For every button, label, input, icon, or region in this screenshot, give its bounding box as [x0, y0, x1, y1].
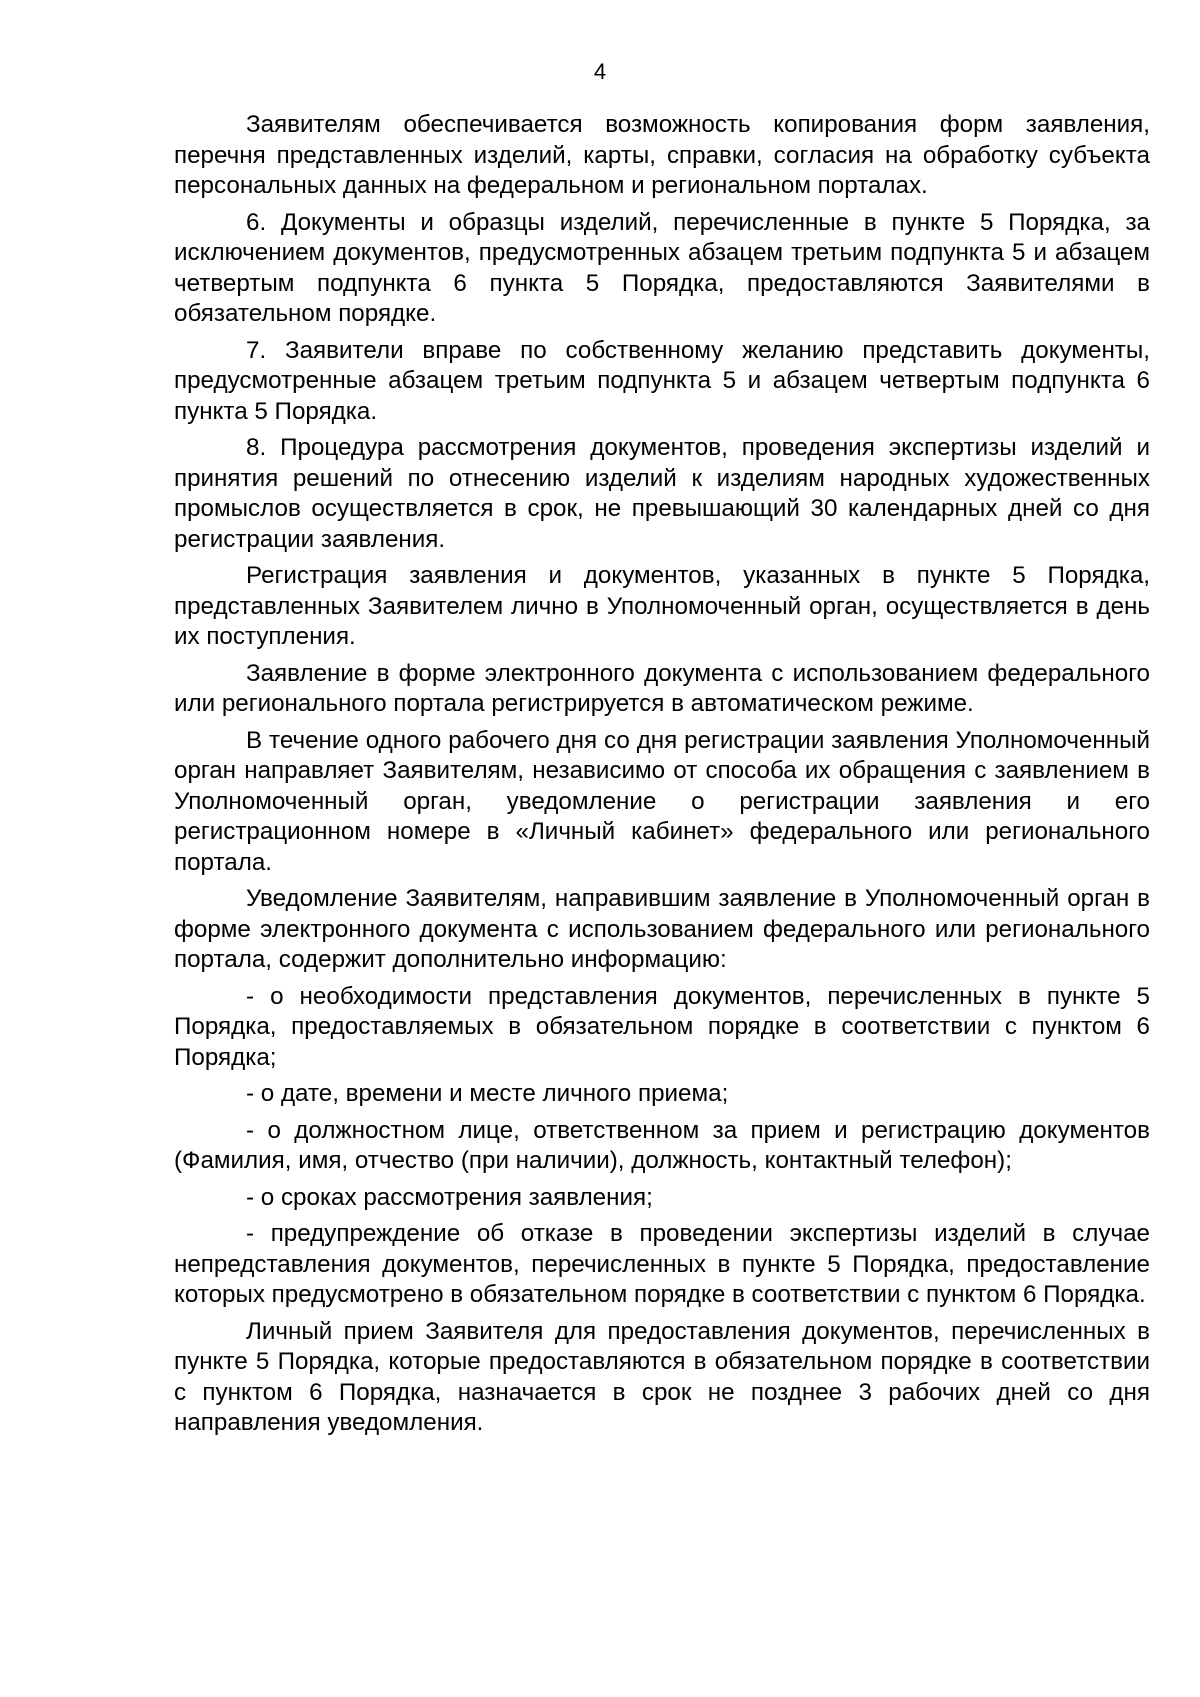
list-item: - предупреждение об отказе в проведении экспертизы изделий в случае непредставления документов, перечисленных в пункте 5 Порядка, предоставление которых предусмотрено в обязательном порядке в соответствии с пунктом 6 Порядка.	[174, 1220, 1150, 1308]
paragraph: В течение одного рабочего дня со дня регистрации заявления Уполномоченный орган направляет Заявителям, независимо от способа их обращения с заявлением в Уполномоченный орган, уведомление о регистрации заявления и его регистрационном номере в «Личный кабинет» федерального или регионального портала.	[174, 726, 1150, 876]
paragraph: 8. Процедура рассмотрения документов, проведения экспертизы изделий и принятия решений по отнесению изделий к изделиям народных художественных промыслов осуществляется в срок, не превышающий 30 календарных дней со дня регистрации заявления.	[174, 434, 1150, 553]
document-body	[174, 110, 1150, 1445]
list-item: - о сроках рассмотрения заявления;	[246, 1183, 653, 1211]
page-number: 4	[593, 59, 607, 84]
paragraph: Заявителям обеспечивается возможность копирования форм заявления, перечня представленных изделий, карты, справки, согласия на обработку субъекта персональных данных на федеральном и региональном порталах.	[174, 111, 1150, 199]
paragraph: 7. Заявители вправе по собственному желанию представить документы, предусмотренные абзацем третьим подпункта 5 и абзацем четвертым подпункта 6 пункта 5 Порядка.	[174, 336, 1150, 425]
paragraph: 6. Документы и образцы изделий, перечисленные в пункте 5 Порядка, за исключением документов, предусмотренных абзацем третьим подпункта 5 и абзацем четвертым подпункта 6 пункта 5 Порядка, предоставляются Заявителями в обязательном порядке.	[174, 208, 1150, 327]
paragraph: Личный прием Заявителя для предоставления документов, перечисленных в пункте 5 Порядка, которые предоставляются в обязательном порядке в соответствии с пунктом 6 Порядка, назначается в срок не позднее 3 рабочих дней со дня направления уведомления.	[174, 1317, 1150, 1436]
paragraph: Уведомление Заявителям, направившим заявление в Уполномоченный орган в форме электронного документа с использованием федерального или регионального портала, содержит дополнительно информацию:	[174, 885, 1150, 973]
list-item: - о необходимости представления документов, перечисленных в пункте 5 Порядка, предоставляемых в обязательном порядке в соответствии с пунктом 6 Порядка;	[174, 982, 1150, 1071]
paragraph: Заявление в форме электронного документа с использованием федерального или регионального портала регистрируется в автоматическом режиме.	[174, 659, 1150, 717]
list-item: - о дате, времени и месте личного приема;	[246, 1080, 729, 1107]
list-item: - о должностном лице, ответственном за прием и регистрацию документов (Фамилия, имя, отчество (при наличии), должность, контактный телефон);	[174, 1116, 1150, 1174]
paragraph: Регистрация заявления и документов, указанных в пункте 5 Порядка, представленных Заявителем лично в Уполномоченный орган, осуществляется в день их поступления.	[174, 562, 1150, 650]
